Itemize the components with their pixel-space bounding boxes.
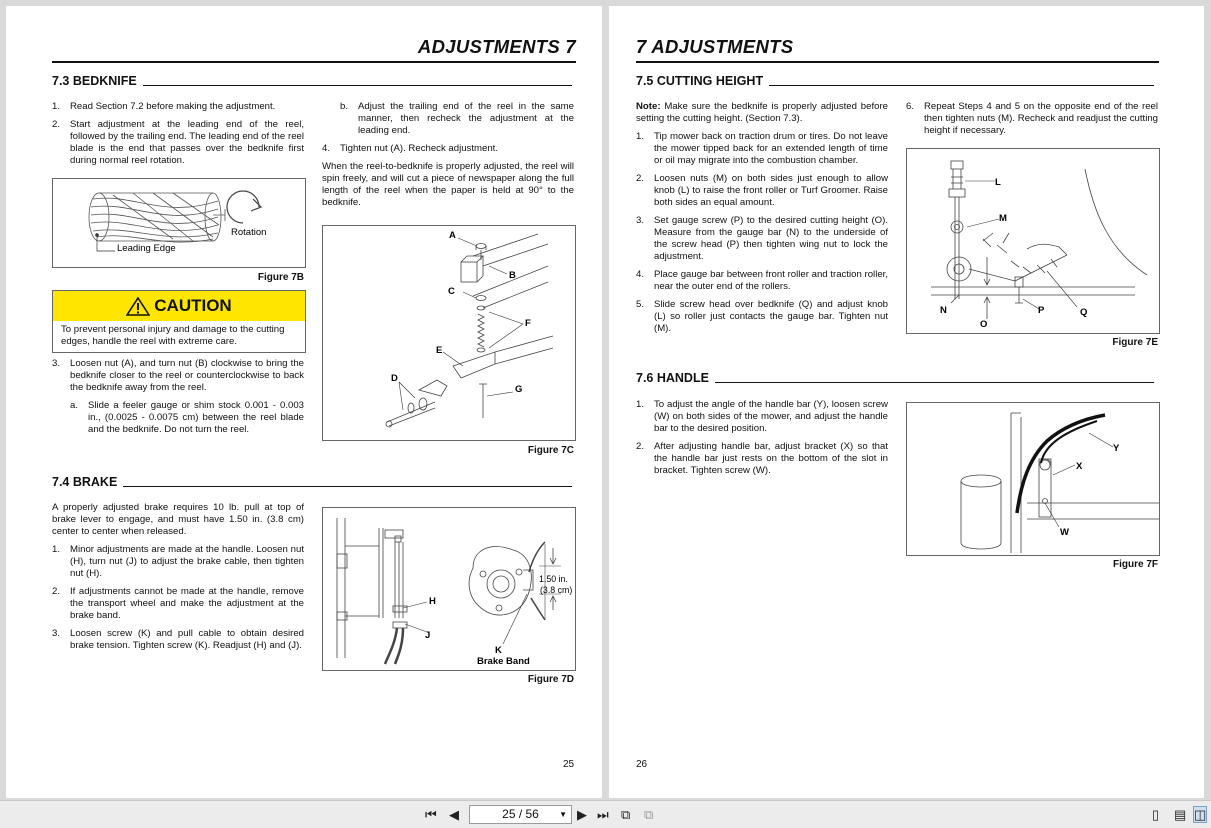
- left-page: [6, 6, 602, 798]
- label-q: Q: [1080, 307, 1088, 318]
- label-k: K: [495, 645, 502, 656]
- single-page-view-icon[interactable]: ▯: [1152, 807, 1160, 822]
- section-title: 7.3 BEDKNIFE: [52, 74, 137, 88]
- go-back-icon[interactable]: ⧉: [621, 807, 631, 822]
- chevron-down-icon[interactable]: ▼: [559, 810, 567, 819]
- section-title: 7.4 BRAKE: [52, 475, 118, 489]
- section-heading-7-4: [52, 475, 572, 489]
- section-title: 7.6 HANDLE: [636, 371, 709, 385]
- figure-caption: Figure 7E: [1112, 337, 1158, 348]
- label-d: D: [391, 373, 398, 384]
- list-item: 2. After adjusting handle bar, adjust bracket (X) so that the handle bar just rests on the bottom of the slot in bracket. Tighten screw (W).: [636, 441, 888, 476]
- page-number: 26: [636, 759, 648, 770]
- label-x: X: [1076, 461, 1083, 472]
- page-field-value: 25 / 56: [502, 807, 539, 821]
- caution-box: [52, 290, 306, 353]
- cutting-height-illustration: [907, 149, 1159, 333]
- viewer-toolbar: [0, 800, 1211, 828]
- list-item: a. Slide a feeler gauge or shim stock 0.001 - 0.003 in., (0.0025 - 0.0075 cm) between the reel blade and the bedknife. Do not turn the reel.: [70, 400, 304, 435]
- label-p: P: [1038, 305, 1045, 316]
- section-heading-7-5: [636, 74, 1154, 88]
- caution-header: [53, 291, 305, 321]
- list-item: 1. Minor adjustments are made at the handle. Loosen nut (H), turn nut (J) to adjust the brake cable, then tighten nut (H).: [52, 544, 304, 579]
- label-n: N: [940, 305, 947, 316]
- list-item: 5. Slide screw head over bedknife (Q) and adjust knob (L) so roller just contacts the gauge bar. Tighten nut (M).: [636, 299, 888, 334]
- cutting-height-step-6: [906, 101, 1158, 143]
- first-page-icon[interactable]: ⏮: [425, 807, 437, 822]
- handle-steps: [636, 399, 888, 483]
- last-page-icon[interactable]: ⏭: [597, 807, 609, 822]
- note: Note: Make sure the bedknife is properly adjusted before setting the cutting height. (Section 7.3).: [636, 101, 889, 124]
- label-f: F: [525, 318, 531, 329]
- label-a: A: [449, 230, 456, 241]
- label-j: J: [425, 630, 431, 641]
- list-item: 3. Loosen nut (A), and turn nut (B) clockwise to bring the bedknife closer to the reel or counterclockwise to back the bedknife away from the reel.: [52, 358, 304, 393]
- continuous-view-icon[interactable]: ▤: [1174, 807, 1187, 822]
- header-rule: [52, 61, 576, 63]
- header-rule: [636, 61, 1159, 63]
- figure-7e: [906, 148, 1160, 334]
- paragraph: When the reel-to-bedknife is properly adjusted, the reel will spin freely, and will cut a piece of newspaper along the full length of the reel when the paper is held at 90° to the bedknife.: [322, 161, 574, 208]
- warning-triangle-icon: [126, 296, 150, 316]
- figure-7f: [906, 402, 1160, 556]
- label-c: C: [448, 286, 455, 297]
- list-item: 2. Start adjustment at the leading end of the reel, followed by the trailing end. The leading end of the reel blade is the end that passes over the bedknife first during normal reel rotation.: [52, 119, 304, 166]
- label-y: Y: [1113, 443, 1120, 454]
- list-item: b. Adjust the trailing end of the reel in the same manner, then recheck the adjustment at the leading end.: [340, 101, 574, 136]
- paragraph: A properly adjusted brake requires 10 lb. pull at top of brake lever to engage, and must have 1.50 in. (3.8 cm) center to center when released.: [52, 502, 304, 537]
- facing-pages-view-icon[interactable]: ◫: [1194, 807, 1207, 822]
- figure-caption: Figure 7C: [527, 445, 574, 456]
- dimension-label-cm: (3.8 cm): [540, 585, 573, 595]
- caution-title: CAUTION: [154, 296, 232, 315]
- label-w: W: [1060, 527, 1069, 538]
- label-h: H: [429, 596, 436, 607]
- list-item: 1. Read Section 7.2 before making the adjustment.: [52, 101, 276, 112]
- figure-7b: [52, 178, 306, 268]
- page-header: ADJUSTMENTS 7: [417, 36, 576, 57]
- list-item: 6. Repeat Steps 4 and 5 on the opposite end of the reel then tighten nuts (M). Recheck and readjust the cutting height if necessary.: [906, 101, 1158, 136]
- go-forward-icon[interactable]: ⧉: [644, 807, 654, 822]
- brake-band-label: Brake Band: [477, 656, 530, 667]
- previous-page-icon[interactable]: ◀: [449, 807, 459, 822]
- handle-illustration: [907, 403, 1159, 555]
- bedknife-steps-column-2: [322, 101, 574, 215]
- brake-steps: [52, 502, 304, 658]
- right-page: [609, 6, 1204, 798]
- page-number: 25: [563, 759, 575, 770]
- brake-illustration: [323, 508, 575, 670]
- page-header: 7 ADJUSTMENTS: [636, 36, 794, 57]
- list-item: 4. Tighten nut (A). Recheck adjustment.: [322, 143, 499, 154]
- list-item: 1. To adjust the angle of the handle bar (Y), loosen screw (W) on both sides of the mower, and adjust the handle bar to the desired position.: [636, 399, 888, 434]
- page-number-field[interactable]: [469, 805, 572, 824]
- figure-7c: [322, 225, 576, 441]
- list-item: 2. Loosen nuts (M) on both sides just enough to allow knob (L) to raise the front roller or Turf Groomer. Raise both sides an equal amount.: [636, 173, 888, 208]
- section-title: 7.5 CUTTING HEIGHT: [636, 74, 764, 88]
- list-item: 4. Place gauge bar between front roller and traction roller, near the outer end of the rollers.: [636, 269, 888, 292]
- bedknife-adjuster-illustration: [323, 226, 575, 440]
- figure-7d: [322, 507, 576, 671]
- figure-caption: Figure 7D: [527, 674, 574, 685]
- label-l: L: [995, 177, 1001, 188]
- list-item: 3. Loosen screw (K) and pull cable to obtain desired brake tension. Tighten screw (K). Readjust (H) and (J).: [52, 628, 304, 651]
- leading-edge-label: Leading Edge: [117, 243, 176, 254]
- label-m: M: [999, 213, 1007, 224]
- figure-caption: Figure 7F: [1112, 559, 1158, 570]
- caution-text: To prevent personal injury and damage to the cutting edges, handle the reel with extreme care.: [61, 324, 285, 347]
- bedknife-steps: [52, 101, 304, 173]
- list-item: 2. If adjustments cannot be made at the handle, remove the transport wheel and make the adjustment at the brake band.: [52, 586, 304, 621]
- label-o: O: [980, 319, 988, 330]
- list-item: 1. Tip mower back on traction drum or tires. Do not leave the mower tipped back for an extended length of time or oil may migrate into the combustion chamber.: [636, 131, 888, 166]
- list-item: 3. Set gauge screw (P) to the desired cutting height (O). Measure from the gauge bar (N) to the underside of the screw head (P) then tighten wing nut to lock the adjustment.: [636, 215, 888, 262]
- label-g: G: [515, 384, 523, 395]
- dimension-label-in: 1.50 in.: [539, 574, 568, 584]
- figure-caption: Figure 7B: [257, 272, 304, 283]
- cutting-height-steps: [636, 101, 888, 341]
- label-b: B: [509, 270, 516, 281]
- bedknife-steps-continued: [52, 358, 304, 442]
- section-heading-7-6: [636, 371, 1154, 385]
- label-e: E: [436, 345, 443, 356]
- section-heading-7-3: [52, 74, 572, 88]
- next-page-icon[interactable]: ▶: [577, 807, 587, 822]
- reel-illustration: [53, 179, 305, 267]
- rotation-label: Rotation: [231, 227, 267, 238]
